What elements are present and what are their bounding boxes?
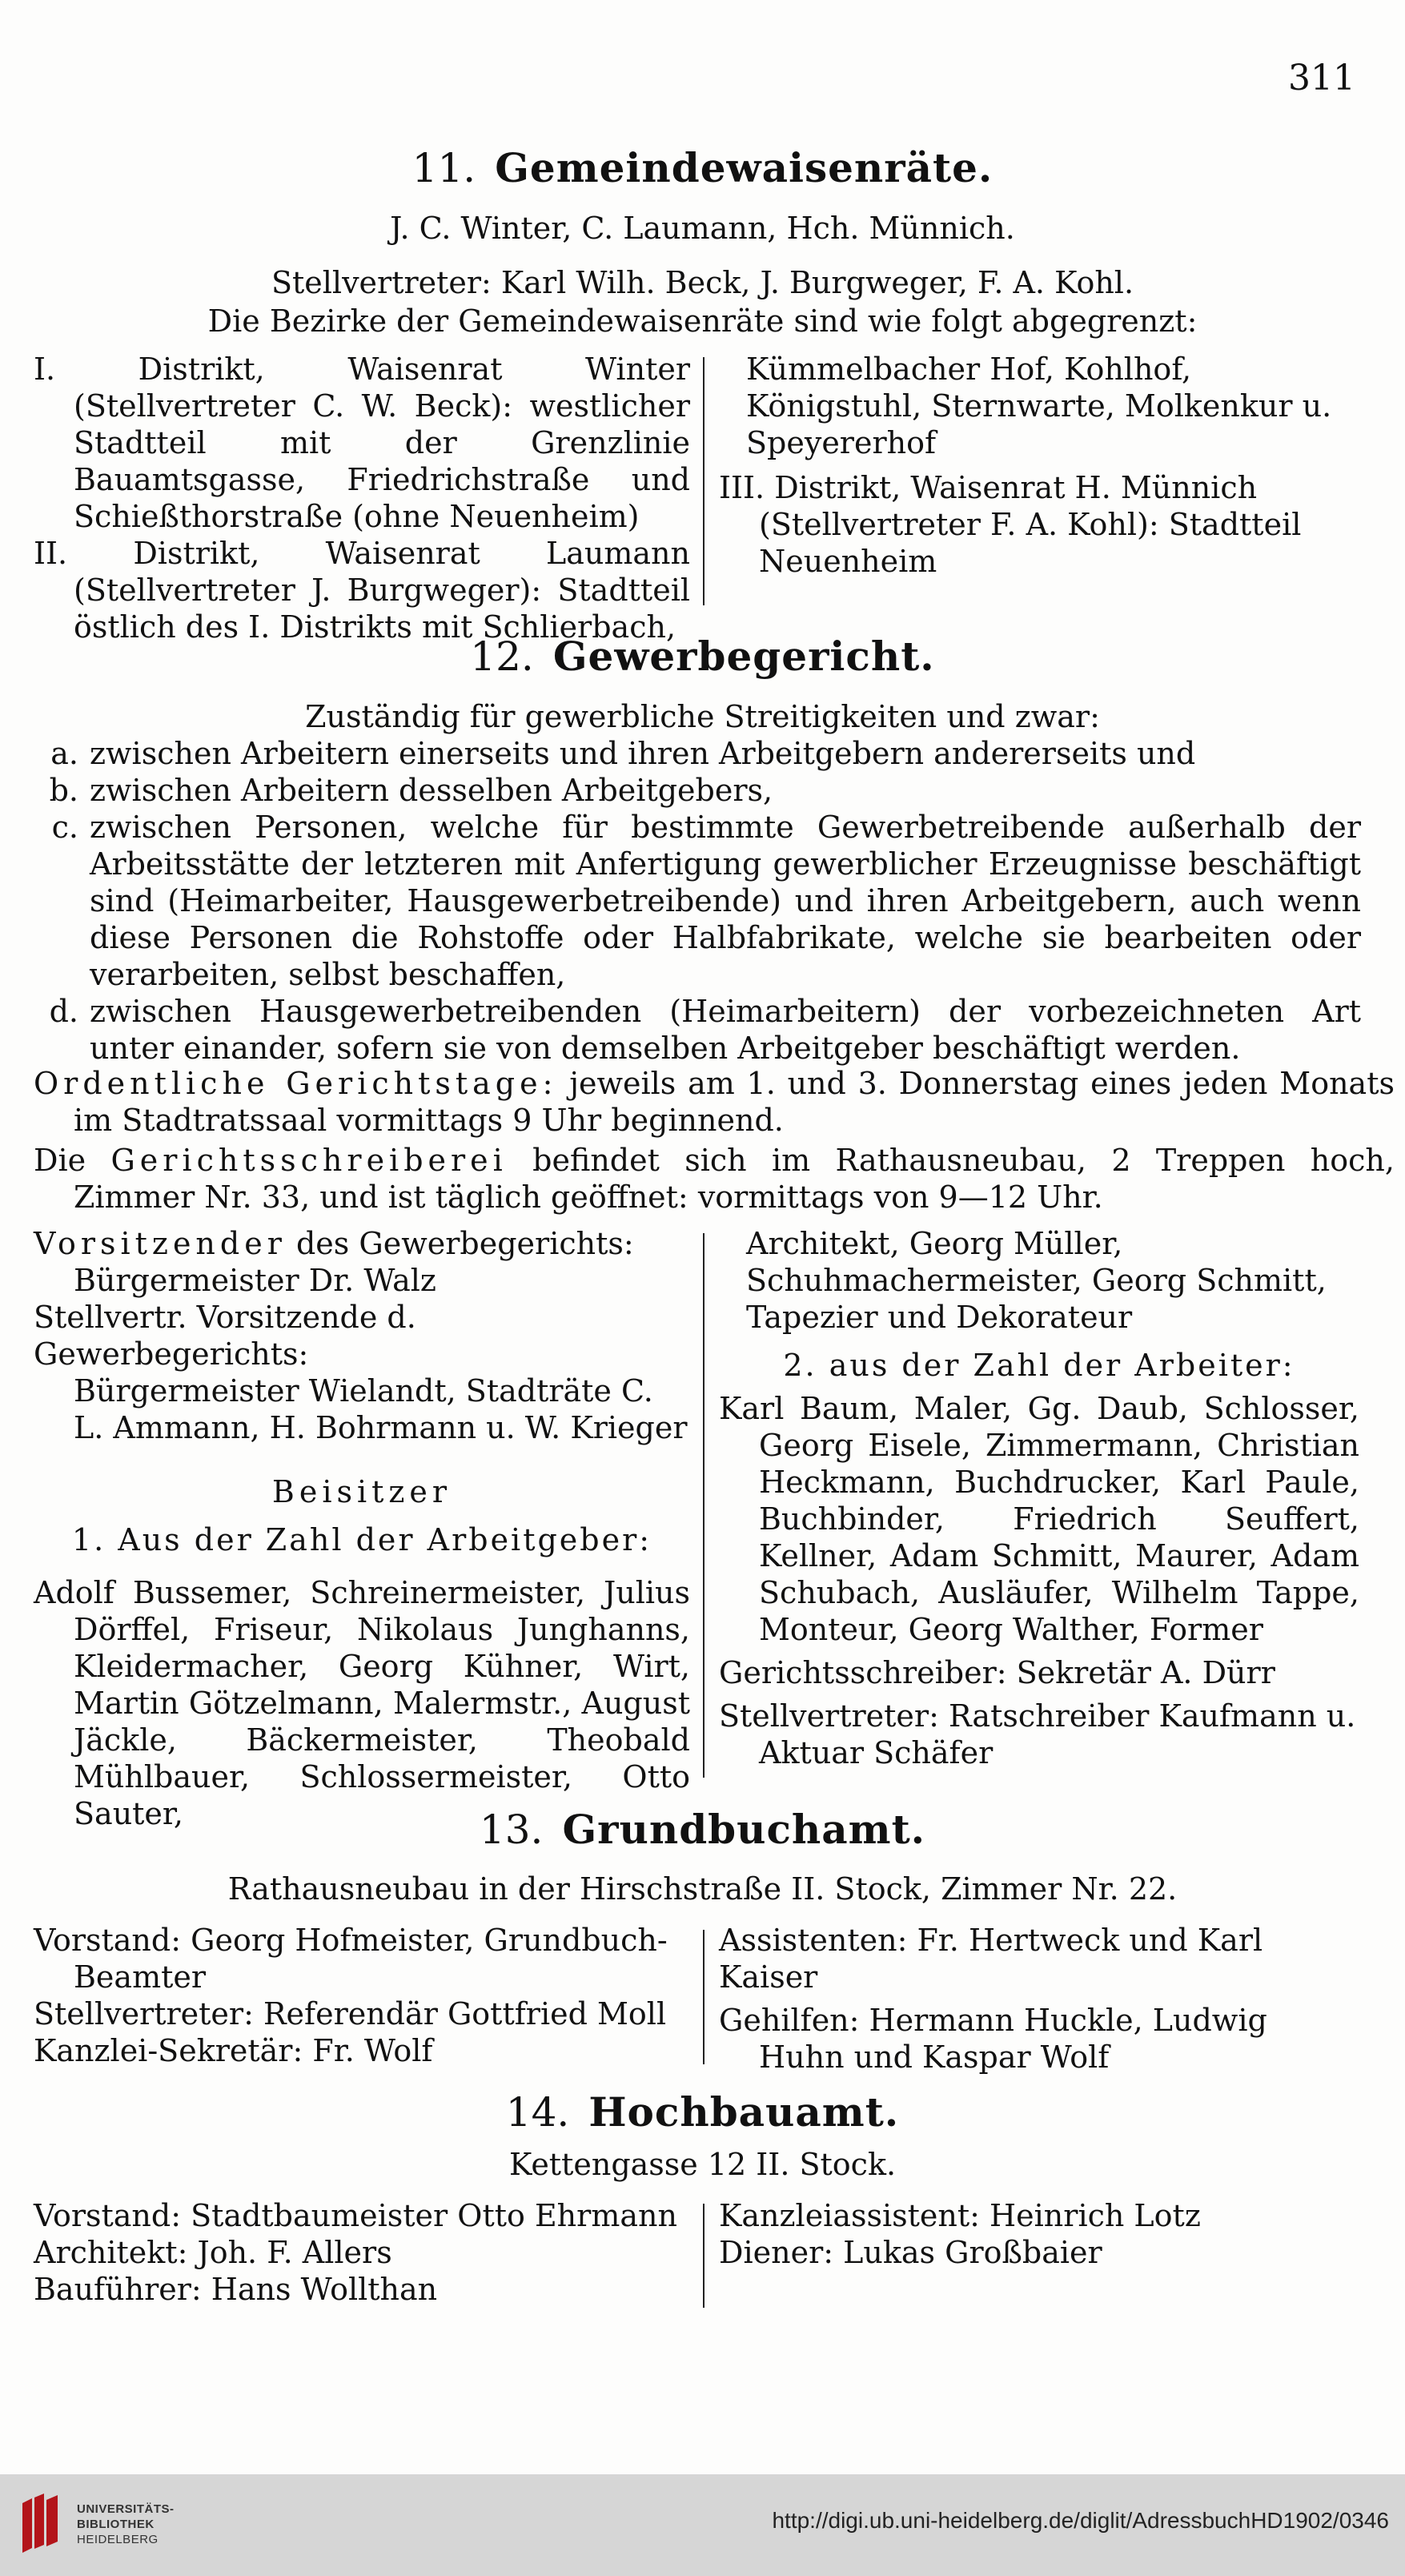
section-11-heading — [0, 144, 1405, 191]
court-right-column — [719, 1225, 1359, 1771]
page-number: 311 — [1288, 58, 1355, 98]
section-13-left-column: Vorstand: Georg Hofmeister, Grundbuch-Beamter Stellvertreter: Referendär Gottfried Moll Kanzlei-Sekretär: Fr. Wolf — [34, 1923, 668, 2068]
court-days-text: jeweils am 1. und 3. Donnerstag eines jeden Monats im Stadtratssaal vormittags 9 Uhr beginnend. — [74, 1066, 1395, 1138]
section-12-heading — [0, 633, 1405, 680]
court-office-label: Gerichtsschreiberei — [110, 1143, 508, 1178]
section-13-heading — [0, 1806, 1405, 1853]
district-2: II. Distrikt, Waisenrat Laumann (Stellvertreter J. Burgweger): Stadtteil östlich des I. Distrikts mit Schlierbach, — [34, 536, 690, 645]
column-divider — [703, 1233, 705, 1778]
workers-heading: 2. aus der Zahl der Arbeiter: — [783, 1348, 1295, 1383]
university-library-logo-icon — [18, 2492, 66, 2556]
court-clerk: Gerichtsschreiber: Sekretär A. Dürr — [719, 1655, 1275, 1690]
court-days — [34, 1065, 1395, 1139]
library-name: UNIVERSITÄTS- BIBLIOTHEK HEIDELBERG — [77, 2502, 175, 2546]
employers-list: Adolf Bussemer, Schreinermeister, Julius Dörffel, Friseur, Nikolaus Junghanns, Kleidermacher, Georg Kühner, Wirt, Martin Götzelmann, Malermstr., August Jäckle, Bäckermeister, Theobald Mühlbauer, Schlossermeister, Otto Sauter, — [34, 1575, 690, 1831]
section-13-right-column: Assistenten: Fr. Hertweck und Karl Kaiser Gehilfen: Hermann Huckle, Ludwig Huhn und Kaspar Wolf — [719, 1923, 1267, 2075]
section-12-intro: Zuständig für gewerbliche Streitigkeiten und zwar: — [305, 699, 1100, 734]
workers-list: Karl Baum, Maler, Gg. Daub, Schlosser, Georg Eisele, Zimmermann, Christian Heckmann, Buchdrucker, Karl Paule, Buchbinder, Friedrich Seuffert, Kellner, Adam Schmitt, Maurer, Adam Schubach, Ausläufer, Wilhelm Tappe, Monteur, Georg Walther, Former — [719, 1391, 1359, 1647]
list-item: c. zwischen Personen, welche für bestimmte Gewerbetreibende außerhalb der Arbeitsstätte der letzteren mit Anfertigung gewerblicher Erzeugnisse beschäftigt sind (Heimarbeiter, Hausgewerbetreibende) und ihren Arbeitgebern, auch wenn diese Personen die Rohstoffe oder Halbfabrikate, welche sie bearbeiten oder verarbeiten, selbst beschaffen, — [51, 810, 1361, 992]
chair-label: Vorsitzender — [34, 1226, 287, 1261]
court-left-column: Vorsitzender des Gewerbegerichts: Bürgermeister Dr. Walz Stellvertr. Vorsitzende d. Gewerbegerichts: Bürgermeister Wielandt, Stadträte C. L. Ammann, H. Bohrmann u. W. Krieger Beisitzer 1. Aus der Zahl der Arbeitgeber: Adolf Bussemer, Schreinermeister, Julius Dörffel, Friseur, Nikolaus Junghanns, Kleidermacher, Georg Kühner, Wirt, Martin Götzelmann, Malermstr., August Jäckle, Bäckermeister, Theobald Mühlbauer, Schlossermeister, Otto Sauter, — [34, 1226, 690, 1831]
source-url-link[interactable]: http://digi.ub.uni-heidelberg.de/diglit/AdressbuchHD1902/0346 — [772, 2508, 1389, 2533]
court-clerk-deputy: Stellvertreter: Ratschreiber Kaufmann u. Aktuar Schäfer — [719, 1698, 1356, 1770]
vice-chair-label: Stellvertr. Vorsitzende d. Gewerbegerichts: — [34, 1300, 416, 1372]
section-number: 11. — [411, 145, 476, 191]
section-11-intro: Die Bezirke der Gemeindewaisenräte sind wie folgt abgegrenzt: — [207, 303, 1198, 339]
section-number: 12. — [470, 633, 534, 680]
section-title: Hochbauamt. — [588, 2088, 900, 2136]
court-office: Die Gerichtsschreiberei befindet sich im Rathausneubau, 2 Treppen hoch, Zimmer Nr. 33, und ist täglich geöffnet: vormittags von 9—12 Uhr. — [34, 1143, 1395, 1215]
section-14-left-column: Vorstand: Stadtbaumeister Otto Ehrmann Architekt: Joh. F. Allers Bauführer: Hans Wollthan — [34, 2198, 677, 2307]
section-title: Grundbuchamt. — [562, 1806, 926, 1853]
section-title: Gewerbegericht. — [552, 633, 935, 680]
section-14-address: Kettengasse 12 II. Stock. — [508, 2147, 897, 2182]
section-11-members: J. C. Winter, C. Laumann, Hch. Münnich. — [390, 211, 1015, 246]
column-divider — [703, 357, 705, 605]
section-title: Gemeindewaisenräte. — [495, 144, 994, 191]
section-11-deputies: Stellvertreter: Karl Wilh. Beck, J. Burgweger, F. A. Kohl. — [271, 265, 1134, 300]
chair-name: Bürgermeister Dr. Walz — [74, 1263, 436, 1298]
jurisdiction-list — [32, 735, 1361, 1067]
section-number: 14. — [505, 2089, 570, 2136]
court-office-text: befindet sich im Rathausneubau, 2 Treppen hoch, Zimmer Nr. 33, und ist täglich geöffnet: vormittags von 9—12 Uhr. — [74, 1143, 1395, 1215]
employers-list-continued: Architekt, Georg Müller, Schuhmachermeister, Georg Schmitt, Tapezier und Dekorateur — [746, 1226, 1327, 1335]
list-item: d. zwischen Hausgewerbetreibenden (Heimarbeitern) der vorbezeichneten Art unter einander, sofern sie von demselben Arbeitgeber beschäftigt werden. — [49, 994, 1361, 1066]
section-14-heading — [0, 2088, 1405, 2136]
section-13-address: Rathausneubau in der Hirschstraße II. Stock, Zimmer Nr. 22. — [227, 1871, 1178, 1907]
district-1: I. Distrikt, Waisenrat Winter (Stellvertreter C. W. Beck): westlicher Stadtteil mit der Grenzlinie Bauamtsgasse, Friedrichstraße und Schießthorstraße (ohne Neuenheim) — [34, 352, 690, 534]
column-divider — [703, 2204, 705, 2308]
list-item: a. zwischen Arbeitern einerseits und ihren Arbeitgebern andererseits und — [50, 736, 1196, 771]
list-item: b. zwischen Arbeitern desselben Arbeitgebers, — [49, 773, 773, 808]
district-2-continued: Kümmelbacher Hof, Kohlhof, Königstuhl, Sternwarte, Molkenkur u. Speyererhof — [746, 352, 1332, 460]
section-number: 13. — [479, 1806, 544, 1853]
court-days-label: Ordentliche Gerichtstage: — [34, 1066, 558, 1101]
viewer-footer — [0, 2474, 1405, 2576]
assessors-heading: Beisitzer — [271, 1474, 452, 1509]
section-14-right-column: Kanzleiassistent: Heinrich Lotz Diener: Lukas Großbaier — [719, 2198, 1201, 2270]
section-11-left-column — [34, 351, 690, 645]
section-11-right-column — [719, 351, 1359, 580]
vice-chair-names: Bürgermeister Wielandt, Stadträte C. L. Ammann, H. Bohrmann u. W. Krieger — [74, 1373, 688, 1445]
district-3: III. Distrikt, Waisenrat H. Münnich (Stellvertreter F. A. Kohl): Stadtteil Neuenheim — [719, 470, 1302, 579]
employers-heading: 1. Aus der Zahl der Arbeitgeber: — [71, 1522, 652, 1557]
column-divider — [703, 1930, 705, 2064]
